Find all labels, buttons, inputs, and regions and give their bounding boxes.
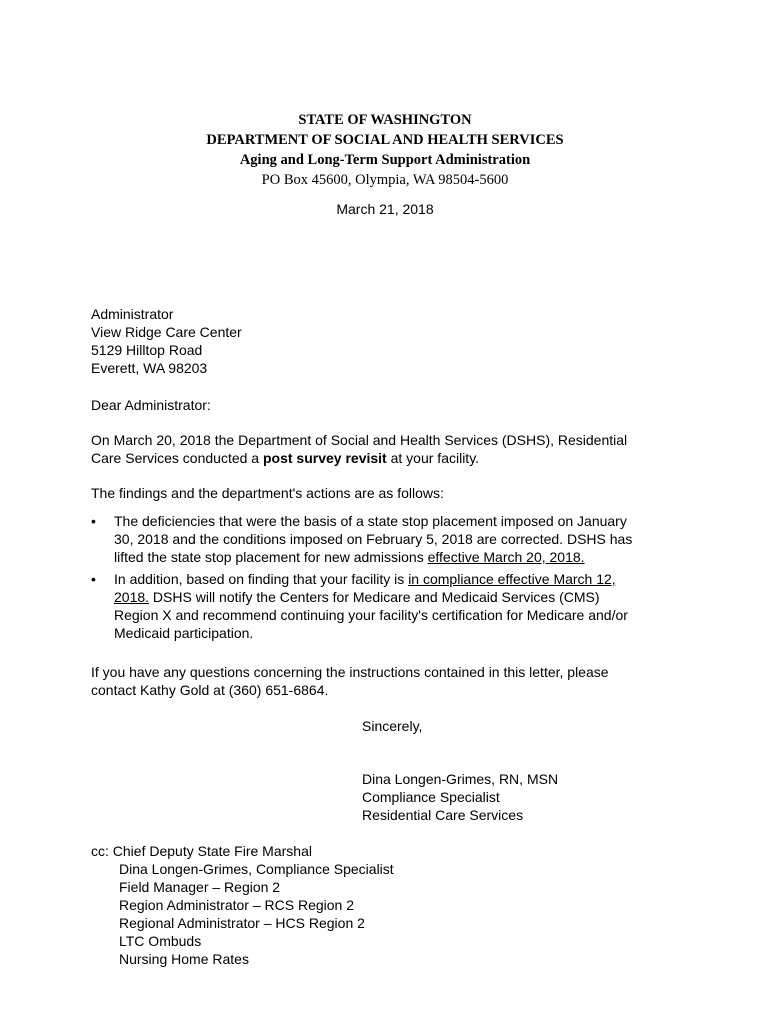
state-name: STATE OF WASHINGTON	[298, 112, 472, 128]
list-item-line	[114, 570, 691, 588]
paragraph-line: contact Kathy Gold at (360) 651-6864.	[91, 682, 329, 698]
cc-item: LTC Ombuds	[119, 933, 202, 949]
signer-name: Dina Longen-Grimes, RN, MSN	[362, 771, 559, 787]
list-item-line: 30, 2018 and the conditions imposed on February 5, 2018 are corrected. DSHS has	[114, 531, 633, 547]
letterhead-address: PO Box 45600, Olympia, WA 98504-5600	[261, 172, 509, 188]
cc-first-line: cc: Chief Deputy State Fire Marshal	[91, 843, 312, 859]
text-segment: DSHS will notify the Centers for Medicare and Medicaid Services (CMS)	[149, 589, 600, 605]
recipient-line: Everett, WA 98203	[91, 360, 208, 376]
paragraph-line	[91, 449, 627, 467]
list-item-line: The deficiencies that were the basis of a state stop placement imposed on January	[114, 513, 627, 529]
underlined-text: 2018.	[114, 589, 150, 605]
closing: Sincerely,	[362, 718, 423, 734]
letter-date: March 21, 2018	[336, 201, 434, 217]
list-item-line: Region X and recommend continuing your facility's certification for Medicare and/or	[114, 607, 628, 623]
signature-block	[362, 770, 558, 824]
list-item	[91, 512, 691, 566]
recipient-line: View Ridge Care Center	[91, 324, 242, 340]
recipient-line: Administrator	[91, 306, 174, 322]
cc-item: Nursing Home Rates	[119, 951, 249, 967]
cc-item: Dina Longen-Grimes, Compliance Specialist	[119, 861, 394, 877]
recipient-address	[91, 305, 242, 377]
bold-text: post survey revisit	[262, 450, 387, 466]
underlined-text: in compliance effective March 12,	[408, 571, 616, 587]
underlined-text: effective March 20, 2018.	[427, 549, 585, 565]
bullet-icon: •	[91, 571, 96, 587]
list-item-line	[114, 548, 691, 566]
text-segment: In addition, based on finding that your facility is	[114, 571, 409, 587]
cc-item: Regional Administrator – HCS Region 2	[119, 915, 365, 931]
salutation: Dear Administrator:	[91, 397, 211, 413]
cc-list	[91, 842, 394, 968]
list-item-line	[114, 588, 691, 606]
cc-item: Region Administrator – RCS Region 2	[119, 897, 355, 913]
findings-list	[91, 512, 691, 646]
paragraph-line: On March 20, 2018 the Department of Social and Health Services (DSHS), Residential	[91, 432, 628, 448]
paragraph-findings-intro: The findings and the department's actions are as follows:	[91, 485, 444, 501]
paragraph-line: If you have any questions concerning the instructions contained in this letter, please	[91, 664, 609, 680]
text-segment: Care Services conducted a	[91, 450, 263, 466]
text-segment: at your facility.	[386, 450, 480, 466]
list-item	[91, 570, 691, 642]
signer-title: Compliance Specialist	[362, 789, 500, 805]
department-name: DEPARTMENT OF SOCIAL AND HEALTH SERVICES	[206, 132, 564, 148]
bullet-icon: •	[91, 513, 96, 529]
administration-name: Aging and Long-Term Support Administration	[239, 152, 531, 168]
list-item-line: Medicaid participation.	[114, 625, 254, 641]
letterhead	[0, 110, 770, 190]
paragraph-contact	[91, 663, 609, 699]
text-segment: lifted the state stop placement for new admissions	[114, 549, 428, 565]
recipient-line: 5129 Hilltop Road	[91, 342, 203, 358]
signer-unit: Residential Care Services	[362, 807, 524, 823]
cc-item: Field Manager – Region 2	[119, 879, 281, 895]
paragraph-intro	[91, 431, 627, 467]
